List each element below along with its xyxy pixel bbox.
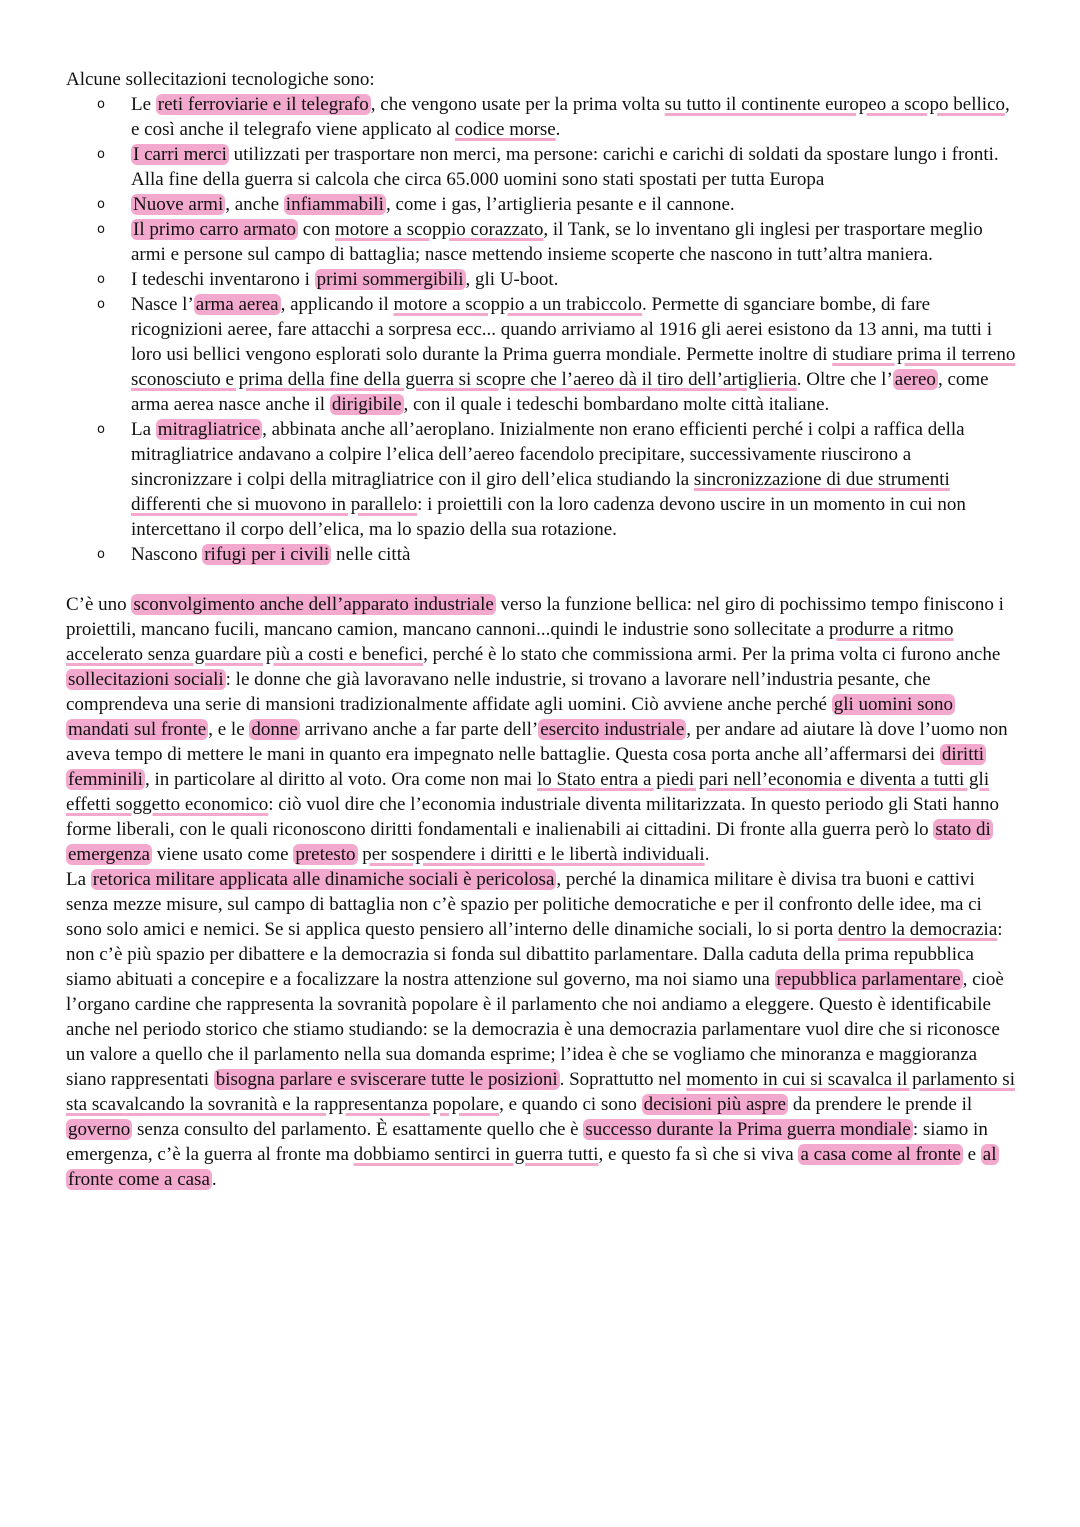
highlighted-text: primi sommergibili [316,269,464,290]
text-run: , e questo fa sì che si viva [598,1144,799,1165]
highlighted-text: donne [251,719,298,740]
highlighted-text: diritti femminili [68,744,985,790]
highlighted-text: sollecitazioni sociali [68,669,224,690]
underlined-text: sincronizzazione di due strumenti differenti che si muovono in parallelo [131,469,950,515]
highlighted-text: I carri merci [133,144,227,165]
highlighted-text: arma aerea [195,294,279,315]
text-run: C’è uno [66,594,132,615]
body-paragraph [66,867,1016,1192]
intro-line: Alcune sollecitazioni tecnologiche sono: [66,69,375,90]
highlighted-text: bisogna parlare e sviscerare tutte le posizioni [215,1069,558,1090]
text-run: , che vengono usate per la prima volta [370,94,665,115]
underlined-text: e prima della fine della guerra si scopre che l’aereo dà il tiro dell’artiglieria [220,369,797,390]
highlighted-text: Il primo carro armato [133,219,297,240]
highlighted-text: al fronte come a casa [68,1144,997,1190]
section-spacer [66,567,1016,592]
underlined-text: produrre a ritmo accelerato senza guardare più a costi e benefici [66,619,954,665]
text-run: arrivano anche a far parte dell’ [299,719,539,740]
bullet-item [97,267,1016,292]
text-run: , e quando ci sono [499,1094,642,1115]
underlined-text: studiare prima il terreno sconosciuto [131,344,1016,390]
text-run: e [962,1144,981,1165]
text-run: Le [131,94,156,115]
highlighted-text: mitragliatrice [157,419,261,440]
text-run: , cioè l’organo cardine che rappresenta la sovranità popolare è il parlamento che noi andiamo a eleggere. Questo è identificabile anche nel periodo storico che stiamo studiando: se la democrazia è una democrazia parlamentare vuol dire che si riconosce un valore a quello che il parlamento nella sua domanda esprime; l’idea è che se vogliamo che minoranza e maggioranza siano rappresentati [66,969,1004,1090]
highlighted-text: Nuove armi [133,194,224,215]
bullet-circle-icon: o [97,547,105,562]
text-run: viene usato come [151,844,294,865]
text-run: : siamo in emergenza, c’è la guerra al fronte ma [66,1119,988,1165]
highlighted-text: retorica militare applicata alle dinamiche sociali è pericolosa [92,869,555,890]
bullet-text [131,194,735,215]
text-run: , con il quale i tedeschi bombardano molte città italiane. [403,394,830,415]
text-run: Nasce l’ [131,294,194,315]
text-run: La [131,419,156,440]
bullet-text [131,94,1010,140]
highlighted-text: esercito industriale [540,719,685,740]
underlined-text: su tutto il continente europeo a scopo bellico [664,94,1006,115]
highlighted-text: successo durante la Prima guerra mondiale [585,1119,911,1140]
text-run: , perché è lo stato che commissiona armi. Per la prima volta ci furono anche [423,644,1001,665]
highlighted-text: rifugi per i civili [204,544,330,565]
text-run: . Oltre che l’ [796,369,893,390]
text-run: , e così anche il telegrafo viene applicato al [131,94,1010,140]
highlighted-text: stato di emergenza [68,819,991,865]
highlighted-text: pretesto [295,844,356,865]
text-run: : ciò vuol dire che l’economia industriale diventa militarizzata. In questo periodo gli Stati hanno forme liberali, con le quali riconoscono diritti fondamentali e inalienabili ai cittadini. Di fronte alla guerra però lo [66,794,1000,840]
text-run: nelle città [331,544,411,565]
body-paragraph [66,592,1016,867]
underlined-text: dobbiamo sentirci in guerra tutti [353,1144,599,1165]
text-run: : non c’è più spazio per dibattere e la democrazia si fonda sul dibattito parlamentare. Dalla caduta della prima repubblica siamo abituati a concepire e a focalizzare la nostra attenzione sul governo, ma noi siamo una [66,919,1003,990]
text-run: : i proiettili con la loro cadenza devono uscire in un momento in cui non intercettano il corpo dell’elica, ma lo spazio della sua rotazione. [131,494,966,540]
text-run: senza consulto del parlamento. È esattamente quello che è [132,1119,584,1140]
underlined-text: motore a scoppio a un trabiccolo [393,294,643,315]
text-run: . [704,844,710,865]
underlined-text: momento in cui si scavalca il parlamento si sta scavalcando la sovranità e la rappresentanza popolare [66,1069,1015,1115]
text-run: La [66,869,91,890]
text-run: , come arma aerea nasce anche il [131,369,989,415]
underlined-text: codice morse [454,119,556,140]
text-run: , per andare ad aiutare là dove l’uomo non aveva tempo di mettere le mani in quanto era impegnato nelle battaglie. Questa cosa porta anche all’affermarsi dei [66,719,1008,765]
text-run: . [211,1169,217,1190]
text-run: . [555,119,561,140]
highlighted-text: reti ferroviarie e il telegrafo [157,94,369,115]
text-run: I tedeschi inventarono i [131,269,315,290]
text-run: con [298,219,335,240]
text-run: , e le [208,719,250,740]
underlined-text: lo Stato entra a piedi pari nell’economia e diventa a tutti gli effetti soggetto economico [66,769,990,815]
bullet-text [131,144,999,190]
text-run: , perché la dinamica militare è divisa tra buoni e cattivi senza mezze misure, sul campo di battaglia non c’è spazio per politiche democratiche e per il confronto delle idee, ma ci sono solo amici e nemici. Se si applica questo pensiero all’interno delle dinamiche sociali, lo si porta [66,869,982,940]
text-run: , gli U-boot. [465,269,559,290]
text-run: : le donne che già lavoravano nelle industrie, si trovano a lavorare nell’industria pesante, che comprendeva una serie di mansioni tradizionalmente affidate agli uomini. Ciò avviene anche perché [66,669,931,715]
text-run: , come i gas, l’artiglieria pesante e il cannone. [385,194,735,215]
text-run: . Permette di sganciare bombe, di fare ricognizioni aeree, fare attacchi a sorpresa ecc... quando arriviamo al 1916 gli aerei esistono da 13 anni, ma tutti i loro usi bellici vengono esplorati solo durante la Prima guerra mondiale. Permette inoltre di [131,294,992,365]
bullet-text [131,294,1015,415]
bullet-item [97,192,1016,217]
bullet-circle-icon: o [97,147,105,162]
text-run: , il Tank, se lo inventano gli inglesi per trasportare meglio armi e persone sul campo di battaglia; nasce mettendo insieme scoperte che nascono in tutt’altra maniera. [131,219,983,265]
highlighted-text: governo [68,1119,131,1140]
bullet-item [97,542,1016,567]
text-run: , abbinata anche all’aeroplano. Inizialmente non erano efficienti perché i colpi a raffica della mitragliatrice andavano a colpire l’elica dell’aereo facendolo precipitare, successivamente riuscirono a sincronizzare i colpi della mitragliatrice con il giro dell’elica studiando la [131,419,965,490]
text-run: verso la funzione bellica: nel giro di pochissimo tempo finiscono i proiettili, mancano fucili, mancano camion, mancano cannoni...quindi le industrie sono sollecitate a [66,594,1004,640]
bullet-circle-icon: o [97,97,105,112]
technology-bullet-list [66,92,1016,567]
underlined-text: dentro la democrazia [837,919,998,940]
bullet-item [97,292,1016,417]
bullet-circle-icon: o [97,222,105,237]
bullet-item [97,217,1016,267]
bullet-item [97,142,1016,192]
bullet-circle-icon: o [97,197,105,212]
highlighted-text: repubblica parlamentare [776,969,961,990]
bullet-item [97,417,1016,542]
bullet-circle-icon: o [97,297,105,312]
text-run: . Soprattutto nel [559,1069,687,1090]
document-page [66,67,1016,1192]
underlined-text: per sospendere i diritti e le libertà individuali [362,844,705,865]
text-run: , anche [225,194,284,215]
text-run: , in particolare al diritto al voto. Ora come non mai [144,769,537,790]
highlighted-text: dirigibile [331,394,402,415]
highlighted-text: gli uomini sono mandati sul fronte [68,694,953,740]
text-run: da prendere le prende il [788,1094,973,1115]
bullet-circle-icon: o [97,272,105,287]
bullet-circle-icon: o [97,422,105,437]
bullet-text [131,419,966,540]
bullet-text [131,219,983,265]
highlighted-text: sconvolgimento anche dell’apparato industriale [133,594,494,615]
text-run: utilizzati per trasportare non merci, ma persone: carichi e carichi di soldati da spostare lungo i fronti. Alla fine della guerra si calcola che circa 65.000 uomini sono stati spostati per tutta Europa [131,144,999,190]
underlined-text: motore a scoppio corazzato [334,219,544,240]
body-paragraphs [66,592,1016,1192]
bullet-item [97,92,1016,142]
text-run: Nascono [131,544,203,565]
bullet-text [131,544,410,565]
highlighted-text: infiammabili [285,194,384,215]
highlighted-text: aereo [894,369,936,390]
highlighted-text: a casa come al fronte [800,1144,961,1165]
bullet-text [131,269,558,290]
highlighted-text: decisioni più aspre [643,1094,787,1115]
text-run: , applicando il [280,294,394,315]
